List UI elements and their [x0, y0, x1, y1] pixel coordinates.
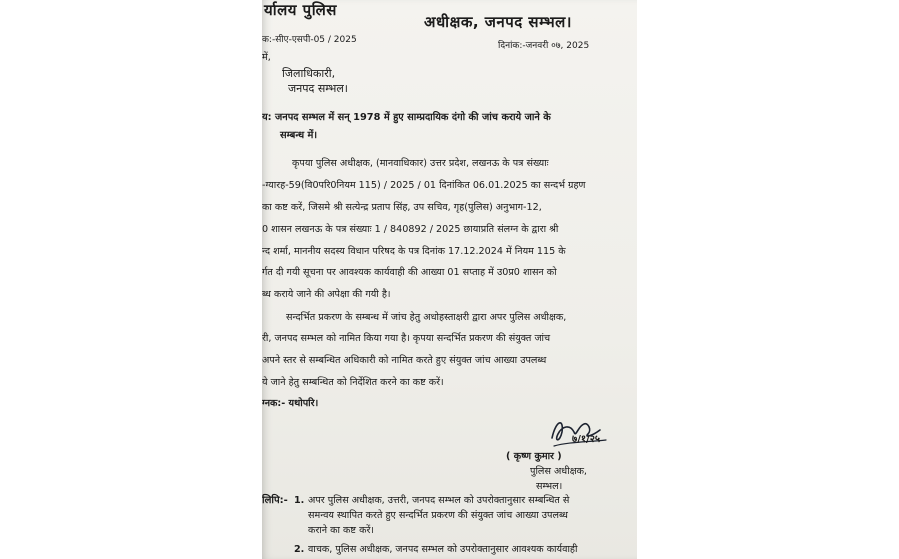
addressee-prefix: में,: [262, 52, 271, 63]
para1-line: कृपया पुलिस अधीक्षक, (मानवाधिकार) उत्तर प्रदेश, लखनऊ के पत्र संख्याः: [292, 158, 549, 169]
para1-line: का कष्ट करें, जिसमे श्री सत्येन्द्र प्रताप सिंह, उप सचिव, गृह(पुलिस) अनुभाग-12,: [262, 202, 542, 213]
signatory-place: सम्भल।: [536, 481, 563, 492]
addressee-line1: जिलाधिकारी,: [282, 67, 336, 80]
para2-line: सन्दर्भित प्रकरण के सम्बन्ध में जांच हेतु अधोहस्ताक्षरी द्वारा अपर पुलिस अधीक्षक,: [286, 312, 567, 323]
addressee-line2: जनपद सम्भल।: [288, 82, 348, 95]
letter-page: [262, 0, 637, 559]
reference-number: क:-सीए-एसपी-05 / 2025: [262, 35, 357, 45]
copy-item-2: वाचक, पुलिस अधीक्षक, जनपद सम्भल को उपरोक्तानुसार आवश्यक कार्यवाही: [308, 544, 578, 555]
header-office: र्यालय पुलिस: [264, 1, 337, 19]
para1-line: 0 शासन लखनऊ के पत्र संख्याः 1 / 840892 / 2025 छायाप्रति संलग्न के द्वारा श्री: [262, 224, 559, 235]
enclosure-note: ग्नक:- यथोपरि।: [262, 398, 319, 409]
signatory-name: ( कृष्ण कुमार ): [506, 451, 562, 462]
signatory-post: पुलिस अधीक्षक,: [530, 466, 587, 477]
para1-line: न्द शर्मा, माननीय सदस्य विधान परिषद के पत्र दिनांक 17.12.2024 में नियम 115 के: [262, 246, 566, 257]
copy1-line: कराने का कष्ट करें।: [308, 525, 375, 536]
para2-line: री, जनपद सम्भल को नामित किया गया है। कृपया सन्दर्भित प्रकरण की संयुक्त जांच: [262, 333, 551, 344]
letter-date: दिनांक:-जनवरी ०७, 2025: [498, 41, 590, 51]
para1-line: र्गत दी गयी सूचना पर आवश्यक कार्यवाही की आख्या 01 सप्ताह में उ0प्र0 शासन को: [262, 267, 557, 278]
para1-line: -ग्यारह-59(वि0परि0नियम 115) / 2025 / 01 दिनांकित 06.01.2025 का सन्दर्भ ग्रहण: [262, 180, 586, 191]
header-designation: अधीक्षक, जनपद सम्भल।: [424, 13, 572, 31]
copy-label: लिपि:-: [262, 495, 288, 506]
copy-item-2-number: 2.: [294, 544, 305, 555]
copy1-line: अपर पुलिस अधीक्षक, उत्तरी, जनपद सम्भल को उपरोक्तानुसार सम्बन्धित से: [308, 495, 570, 506]
para2-line: ये जाने हेतु सम्बन्धित को निर्देशित करने का कष्ट करें।: [262, 377, 444, 388]
para1-line: ब्ध कराये जाने की अपेक्षा की गयी है।: [262, 289, 391, 300]
signature-date: ७/१/२५: [572, 434, 601, 445]
copy-item-1-number: 1.: [294, 495, 305, 506]
subject-line2: सम्बन्ध में।: [280, 130, 318, 141]
para2-line: अपने स्तर से सम्बन्धित अधिकारी को नामित करते हुए संयुक्त जांच आख्या उपलब्ध: [262, 355, 547, 366]
subject-line1: य: जनपद सम्भल में सन् 1978 में हुए साम्प्रदायिक दंगो की जांच कराये जाने के: [262, 112, 551, 123]
copy1-line: समन्वय स्थापित करते हुए सन्दर्भित प्रकरण की संयुक्त जांच आख्या उपलब्ध: [308, 510, 568, 521]
